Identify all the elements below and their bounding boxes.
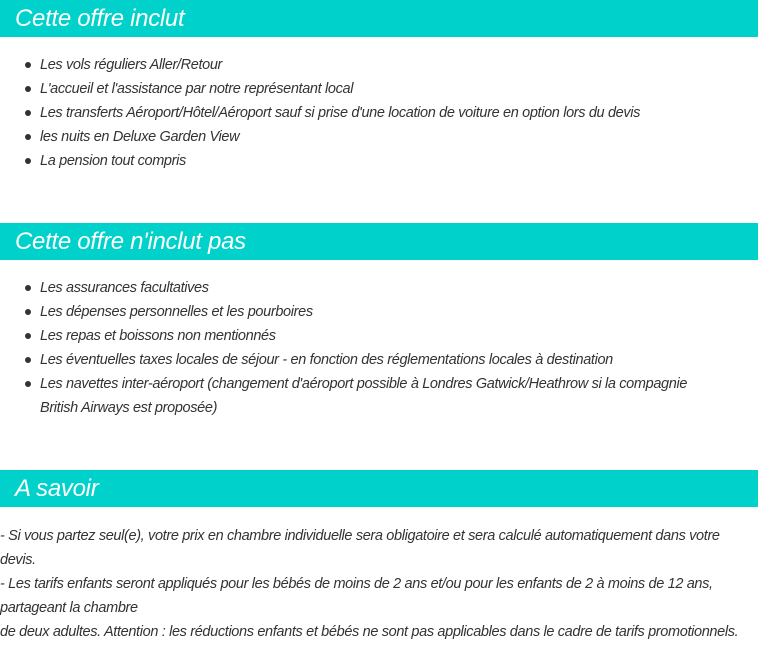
bullet-icon	[25, 285, 31, 291]
included-section	[0, 0, 758, 173]
list-item-text: La pension tout compris	[40, 153, 186, 169]
list-item-text: L'accueil et l'assistance par notre représentant local	[40, 81, 354, 97]
to-know-section	[0, 470, 758, 644]
list-item-text: Les navettes inter-aéroport (changement d'aéroport possible à Londres Gatwick/Heathrow si la compagnie British Airways est proposée)	[40, 376, 688, 416]
list-item-text: Les transferts Aéroport/Hôtel/Aéroport sauf si prise d'une location de voiture en option lors du devis	[40, 105, 641, 121]
bullet-icon	[25, 62, 31, 68]
list-item	[0, 300, 758, 324]
list-item	[0, 101, 758, 125]
excluded-section	[0, 223, 758, 420]
bullet-icon	[25, 381, 31, 387]
bullet-icon	[25, 333, 31, 339]
to-know-notes	[0, 524, 758, 644]
bullet-icon	[25, 134, 31, 140]
note-paragraph: de deux adultes. Attention : les réductions enfants et bébés ne sont pas applicables dans le cadre de tarifs promotionnels.	[0, 624, 739, 640]
list-item-text: Les repas et boissons non mentionnés	[40, 328, 276, 344]
list-item	[0, 276, 758, 300]
excluded-section-title: Cette offre n'inclut pas	[0, 223, 758, 260]
list-item-text: Les éventuelles taxes locales de séjour - en fonction des réglementations locales à destination	[40, 352, 613, 368]
list-item	[0, 348, 758, 372]
to-know-section-title: A savoir	[0, 470, 758, 507]
bullet-icon	[25, 86, 31, 92]
list-item	[0, 77, 758, 101]
list-item	[0, 149, 758, 173]
note-paragraph: - Les tarifs enfants seront appliqués pour les bébés de moins de 2 ans et/ou pour les enfants de 2 à moins de 12 ans, partageant la chambre	[0, 576, 713, 616]
list-item-text: Les vols réguliers Aller/Retour	[40, 57, 223, 73]
list-item-text: Les assurances facultatives	[40, 280, 209, 296]
bullet-icon	[25, 158, 31, 164]
bullet-icon	[25, 110, 31, 116]
bullet-icon	[25, 357, 31, 363]
list-item	[0, 372, 758, 420]
list-item	[0, 125, 758, 149]
included-list	[0, 53, 758, 173]
list-item-text: les nuits en Deluxe Garden View	[40, 129, 240, 145]
list-item-text: Les dépenses personnelles et les pourboires	[40, 304, 313, 320]
list-item	[0, 324, 758, 348]
included-section-title: Cette offre inclut	[0, 0, 758, 37]
excluded-list	[0, 276, 758, 420]
list-item	[0, 53, 758, 77]
bullet-icon	[25, 309, 31, 315]
note-paragraph: - Si vous partez seul(e), votre prix en chambre individuelle sera obligatoire et sera calculé automatiquement dans votre devis.	[0, 528, 720, 568]
